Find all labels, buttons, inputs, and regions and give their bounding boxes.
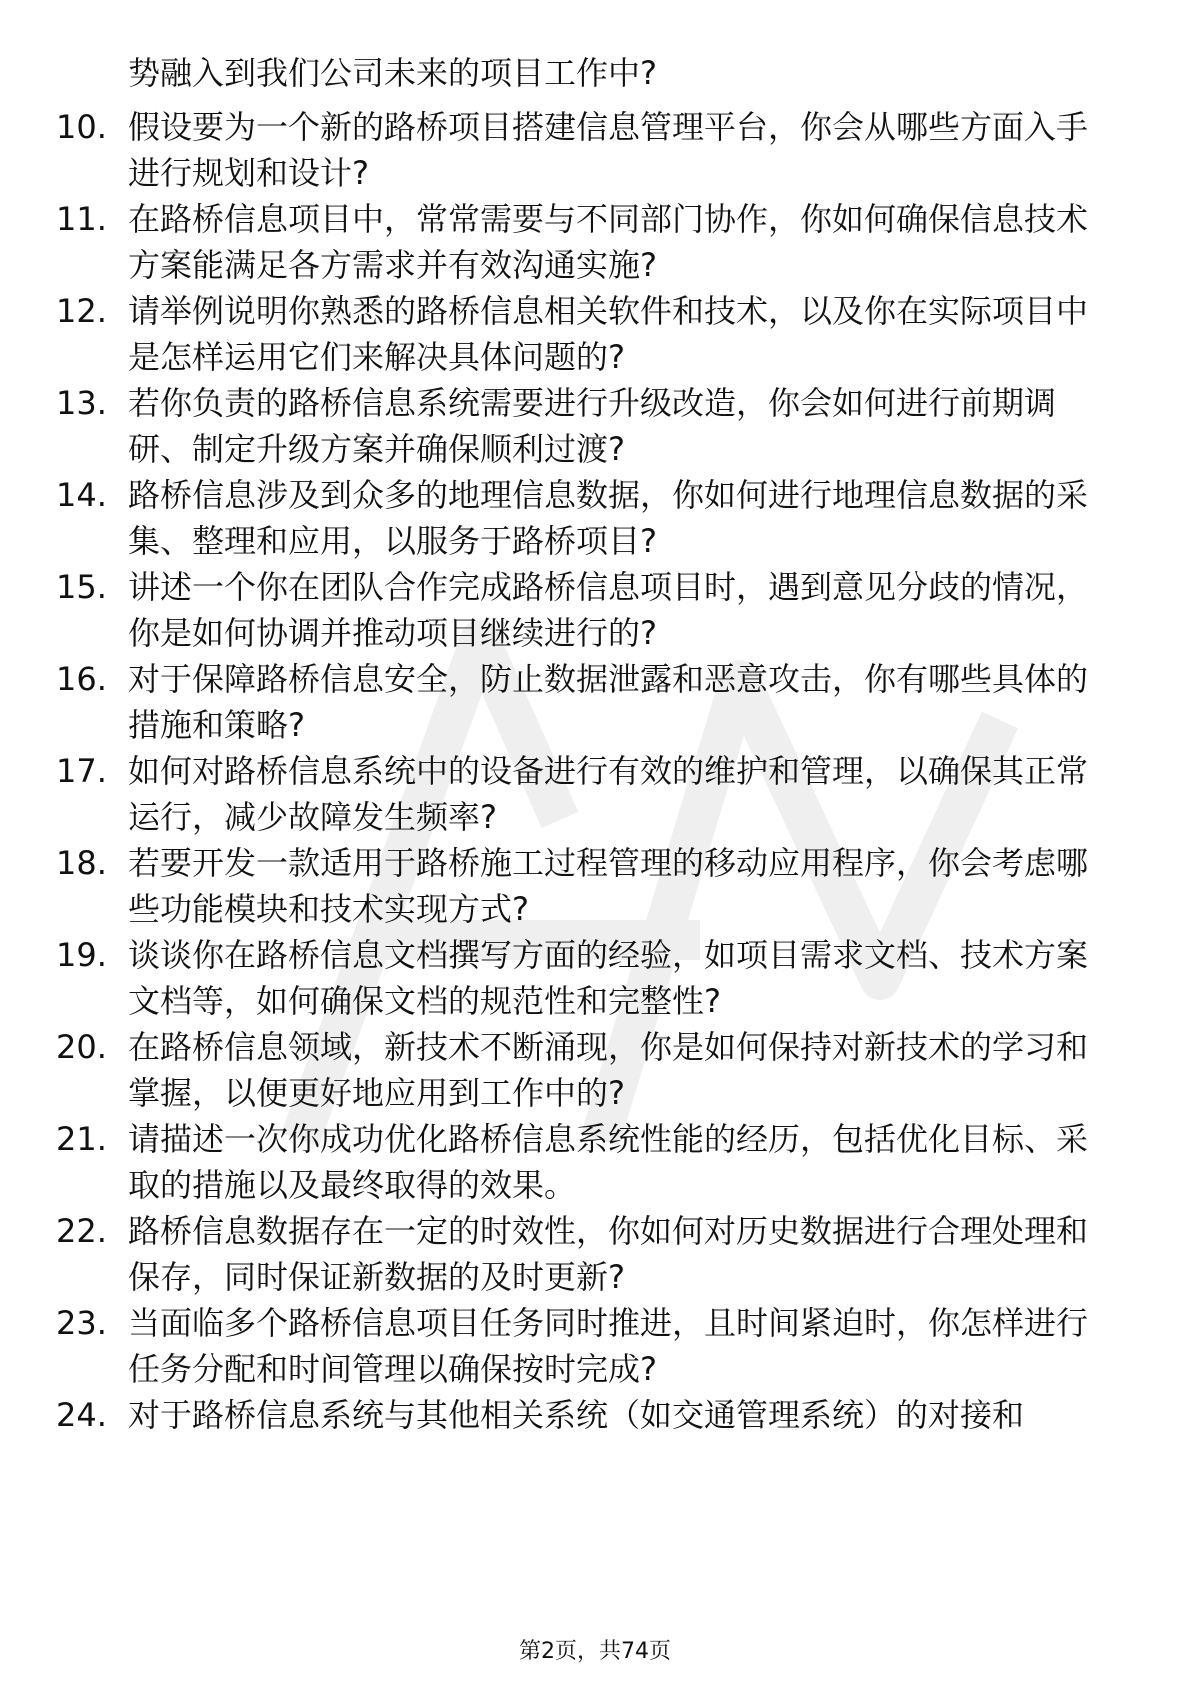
question-number: 21. <box>56 1120 107 1158</box>
question-number: 24. <box>56 1396 107 1434</box>
question-text: 在路桥信息项目中，常常需要与不同部门协作，你如何确保信息技术方案能满足各方需求并有效沟通实施? <box>128 200 1089 284</box>
question-text: 若你负责的路桥信息系统需要进行升级改造，你会如何进行前期调研、制定升级方案并确保顺利过渡? <box>128 384 1057 468</box>
question-number: 15. <box>56 568 107 606</box>
question-number: 10. <box>56 108 107 146</box>
question-number: 18. <box>56 844 107 882</box>
question-number: 13. <box>56 384 107 422</box>
question-number: 11. <box>56 200 107 238</box>
question-number: 17. <box>56 752 107 790</box>
question-text: 请举例说明你熟悉的路桥信息相关软件和技术，以及你在实际项目中是怎样运用它们来解决具体问题的? <box>128 292 1089 376</box>
question-text: 对于路桥信息系统与其他相关系统（如交通管理系统）的对接和 <box>128 1396 1025 1434</box>
question-number: 23. <box>56 1304 107 1342</box>
question-text: 在路桥信息领域，新技术不断涌现，你是如何保持对新技术的学习和掌握，以便更好地应用到工作中的? <box>128 1028 1089 1112</box>
question-text: 若要开发一款适用于路桥施工过程管理的移动应用程序，你会考虑哪些功能模块和技术实现方式? <box>128 844 1089 928</box>
question-text: 路桥信息数据存在一定的时效性，你如何对历史数据进行合理处理和保存，同时保证新数据的及时更新? <box>128 1212 1089 1296</box>
question-text: 当面临多个路桥信息项目任务同时推进，且时间紧迫时，你怎样进行任务分配和时间管理以确保按时完成? <box>128 1304 1089 1388</box>
question-text: 假设要为一个新的路桥项目搭建信息管理平台，你会从哪些方面入手进行规划和设计? <box>128 108 1089 192</box>
question-text: 对于保障路桥信息安全，防止数据泄露和恶意攻击，你有哪些具体的措施和策略? <box>128 660 1089 744</box>
question-text: 路桥信息涉及到众多的地理信息数据，你如何进行地理信息数据的采集、整理和应用，以服务于路桥项目? <box>128 476 1089 560</box>
page-footer: 第2页，共74页 <box>519 1639 671 1664</box>
question-number: 16. <box>56 660 107 698</box>
question-text: 请描述一次你成功优化路桥信息系统性能的经历，包括优化目标、采取的措施以及最终取得的效果。 <box>128 1120 1089 1204</box>
question-text: 谈谈你在路桥信息文档撰写方面的经验，如项目需求文档、技术方案文档等，如何确保文档的规范性和完整性? <box>128 936 1089 1020</box>
question-text: 讲述一个你在团队合作完成路桥信息项目时，遇到意见分歧的情况，你是如何协调并推动项目继续进行的? <box>128 568 1089 652</box>
continuation-text: 势融入到我们公司未来的项目工作中? <box>128 54 657 92</box>
question-number: 14. <box>56 476 107 514</box>
question-text: 如何对路桥信息系统中的设备进行有效的维护和管理，以确保其正常运行，减少故障发生频率? <box>128 752 1089 836</box>
question-number: 19. <box>56 936 107 974</box>
question-number: 12. <box>56 292 107 330</box>
question-number: 20. <box>56 1028 107 1066</box>
question-number: 22. <box>56 1212 107 1250</box>
